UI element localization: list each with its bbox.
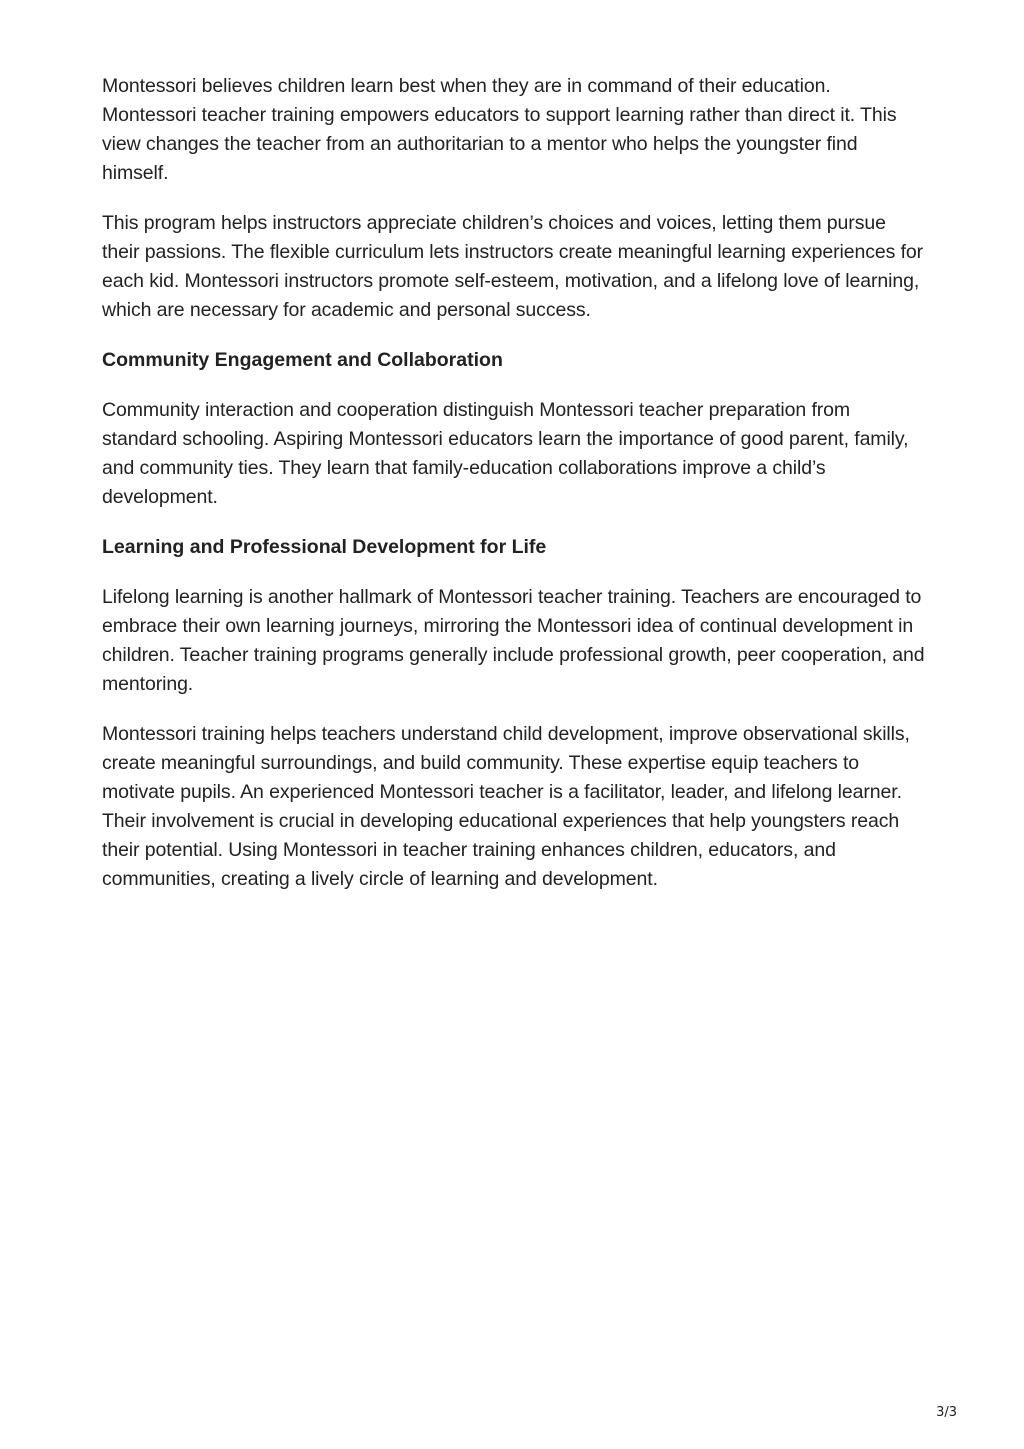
paragraph-lifelong-learning: Lifelong learning is another hallmark of Montessori teacher training. Teachers are encouraged to embrace their own learning journeys, mirroring the Montessori idea of continual development in children. Teacher training programs generally include professional growth, peer cooperation, and mentoring. [102,586,925,695]
paragraph-choices-and-voices: This program helps instructors appreciate children’s choices and voices, letting them pursue their passions. The flexible curriculum lets instructors create meaningful learning experiences for each kid. Montessori instructors promote self-esteem, motivation, and a lifelong love of learning, which are necessary for academic and personal success. [102,212,924,321]
document-body [102,72,928,915]
heading-community-engagement: Community Engagement and Collaboration [102,349,503,371]
paragraph-community-interaction: Community interaction and cooperation distinguish Montessori teacher preparation from standard schooling. Aspiring Montessori educators learn the importance of good parent, family, and community ties. They learn that family-education collaborations improve a child’s development. [102,399,909,508]
heading-lifelong-learning: Learning and Professional Development for Life [102,536,547,558]
paragraph-learner-command: Montessori believes children learn best when they are in command of their education. Montessori teacher training empowers educators to support learning rather than direct it. This view changes the teacher from an authoritarian to a mentor who helps the youngster find himself. [102,75,897,184]
paragraph-training-summary: Montessori training helps teachers understand child development, improve observational skills, create meaningful surroundings, and build community. These expertise equip teachers to motivate pupils. An experienced Montessori teacher is a facilitator, leader, and lifelong learner. Their involvement is crucial in developing educational experiences that help youngsters reach their potential. Using Montessori in teacher training enhances children, educators, and communities, creating a lively circle of learning and development. [102,723,910,890]
page-number: 3/3 [936,1405,957,1420]
